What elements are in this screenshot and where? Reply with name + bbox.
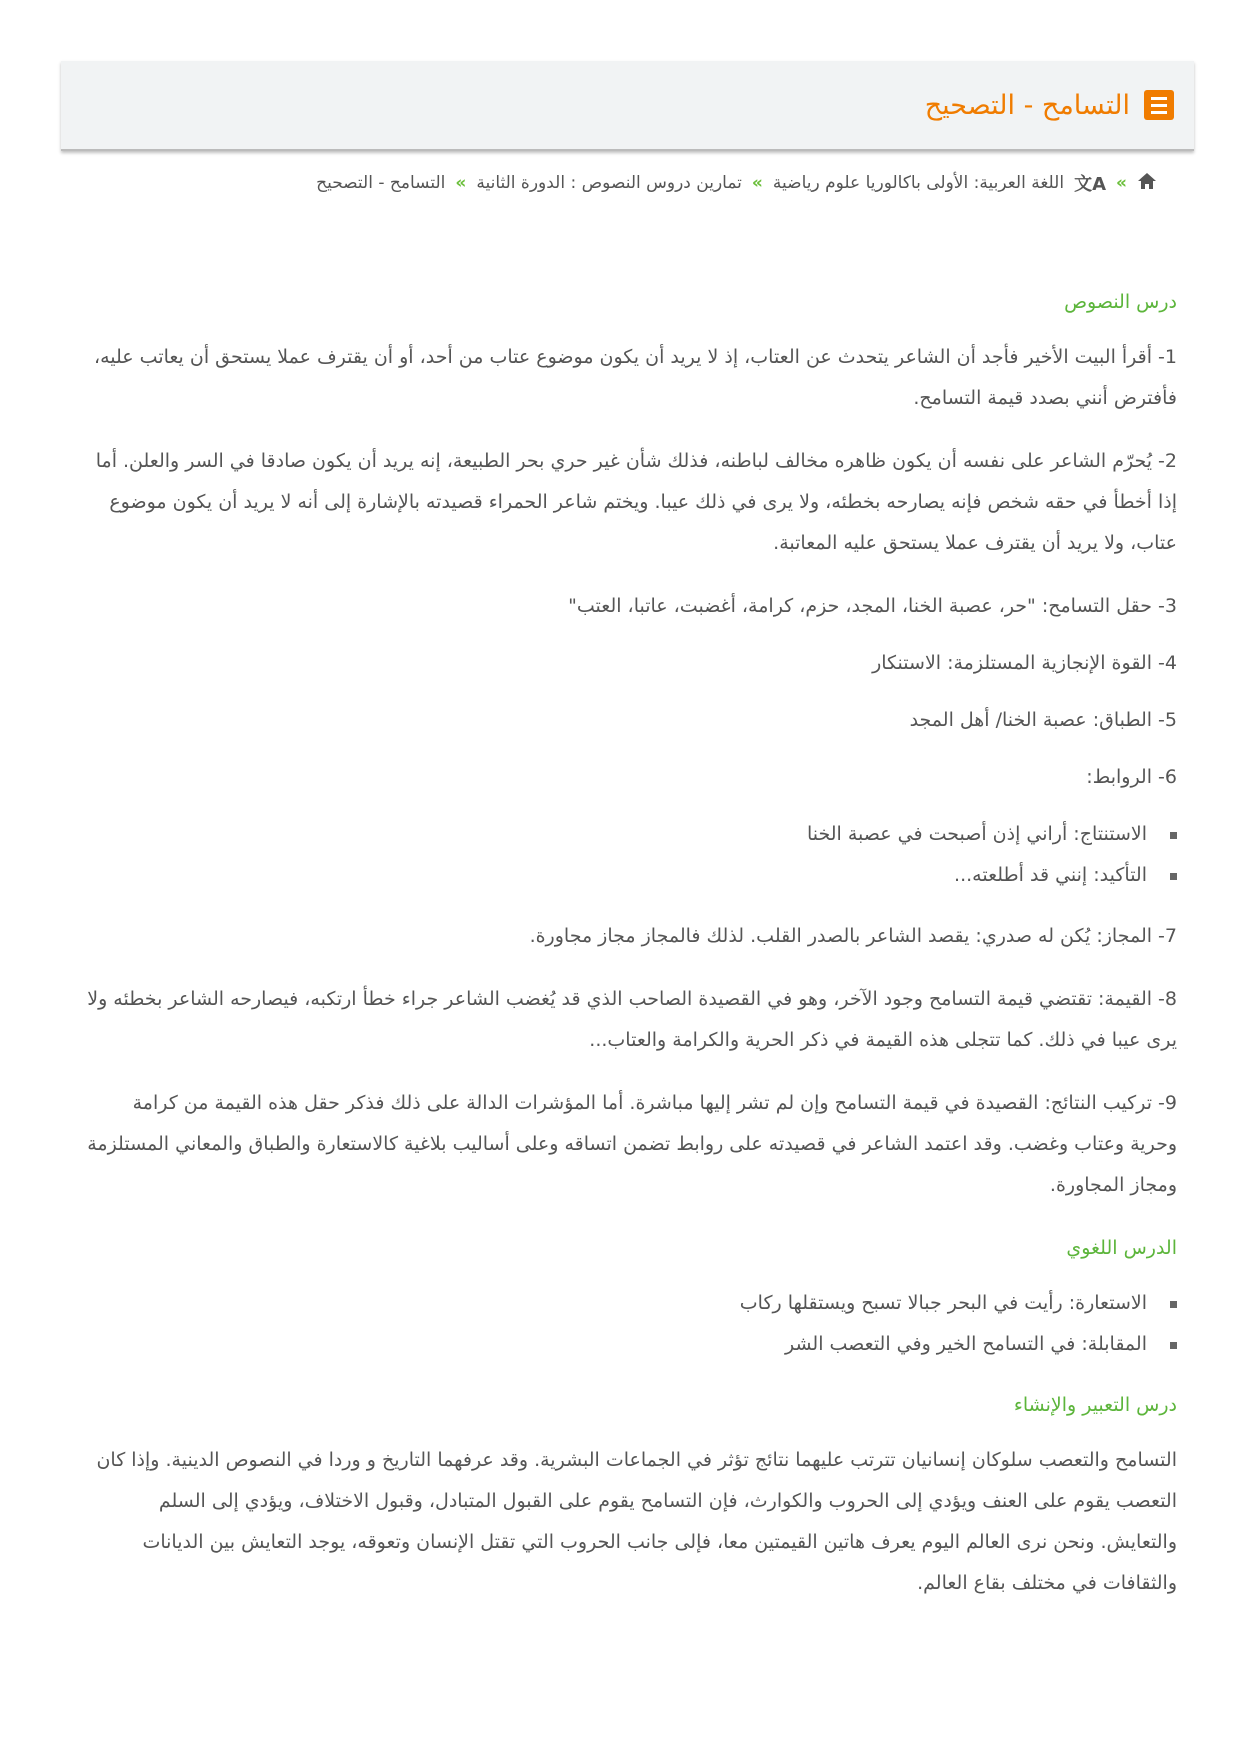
breadcrumb-link-exercises[interactable]: تمارين دروس النصوص : الدورة الثانية <box>476 173 742 193</box>
section-heading-writing: درس التعبير والإنشاء <box>1013 1394 1177 1416</box>
answer-1: 1- أقرأ البيت الأخير فأجد أن الشاعر يتحدث عن العتاب، إذ لا يريد أن يكون موضوع عتاب من أحد، أو أن يقترف عملا يستحق أن يعاتب عليه، فأفترض أنني بصدد قيمة التسامح. <box>93 346 1177 409</box>
answer-4: 4- القوة الإنجازية المستلزمة: الاستنكار <box>872 652 1177 674</box>
list-item: الاستعارة: رأيت في البحر جبالا تسبح ويستقلها ركاب <box>82 1283 1147 1324</box>
breadcrumb-separator: » <box>751 173 763 193</box>
breadcrumb-current: التسامح - التصحيح <box>316 173 446 193</box>
article-content <box>82 282 1177 1626</box>
breadcrumb-separator: » <box>455 173 467 193</box>
list-item: المقابلة: في التسامح الخير وفي التعصب الشر <box>82 1324 1147 1365</box>
breadcrumb-link-subject[interactable]: اللغة العربية: الأولى باكالوريا علوم رياضية <box>772 173 1065 193</box>
breadcrumb-separator: » <box>1116 173 1127 193</box>
answer-2: 2- يُحرّم الشاعر على نفسه أن يكون ظاهره مخالف لباطنه، فذلك شأن غير حري بحر الطبيعة، إنه يريد أن يكون صادقا في السر والعلن. أما إذا أخطأ في حقه شخص فإنه يصارحه بخطئه، ولا يرى في ذلك عيبا. ويختم شاعر الحمراء قصيدته بالإشارة إلى أنه لا يريد أن يكون موضوع عتاب، ولا يريد أن يقترف عملا يستحق عليه المعاتبة. <box>95 450 1177 554</box>
home-icon[interactable] <box>1137 172 1157 195</box>
section-heading-language: الدرس اللغوي <box>1066 1237 1177 1259</box>
section-heading-texts: درس النصوص <box>1064 291 1177 313</box>
answer-9: 9- تركيب النتائج: القصيدة في قيمة التسامح وإن لم تشر إليها مباشرة. أما المؤشرات الدالة على ذلك فذكر حقل هذه القيمة من كرامة وحرية وعتاب وغضب. وقد اعتمد الشاعر في قصيدته على روابط تضمن اتساقه وعلى أساليب بلاغية كالاستعارة والطباق والمعاني المستلزمة ومجاز المجاورة. <box>87 1092 1177 1196</box>
answer-7: 7- المجاز: يُكن له صدري: يقصد الشاعر بالصدر القلب. لذلك فالمجاز مجاز مجاورة. <box>529 925 1177 947</box>
list-item: الاستنتاج: أراني إذن أصبحت في عصبة الخنا <box>82 814 1147 855</box>
answer-6: 6- الروابط: <box>1086 766 1177 788</box>
translate-icon: 文A <box>1074 174 1107 195</box>
breadcrumb <box>316 170 1157 196</box>
writing-paragraph: التسامح والتعصب سلوكان إنسانيان تترتب عليهما نتائج تؤثر في الجماعات البشرية. وقد عرفهما التاريخ و وردا في النصوص الدينية. وإذا كان التعصب يقوم على العنف ويؤدي إلى الحروب والكوارث، فإن التسامح يقوم على القبول المتبادل، وقبول الاختلاف، ويؤدي إلى السلم والتعايش. ونحن نرى العالم اليوم يعرف هاتين القيمتين معا، فإلى جانب الحروب التي تقتل الإنسان وتعوقه، يوجد التعايش بين الديانات والثقافات في مختلف بقاع العالم. <box>96 1449 1177 1594</box>
document-list-icon <box>1144 90 1174 120</box>
language-list <box>82 1283 1177 1365</box>
page-title: التسامح - التصحيح <box>924 89 1130 121</box>
page-header <box>61 61 1194 151</box>
list-item: التأكيد: إنني قد أطلعته... <box>82 855 1147 896</box>
answer-5: 5- الطباق: عصبة الخنا/ أهل المجد <box>909 709 1177 731</box>
answer-3: 3- حقل التسامح: "حر، عصبة الخنا، المجد، حزم، كرامة، أغضبت، عاتبا، العتب" <box>568 595 1177 617</box>
answer-8: 8- القيمة: تقتضي قيمة التسامح وجود الآخر، وهو في القصيدة الصاحب الذي قد يُغضب الشاعر جراء خطأ ارتكبه، فيصارحه الشاعر بخطئه ولا يرى عيبا في ذلك. كما تتجلى هذه القيمة في ذكر الحرية والكرامة والعتاب... <box>87 988 1177 1051</box>
links-list <box>82 814 1177 896</box>
